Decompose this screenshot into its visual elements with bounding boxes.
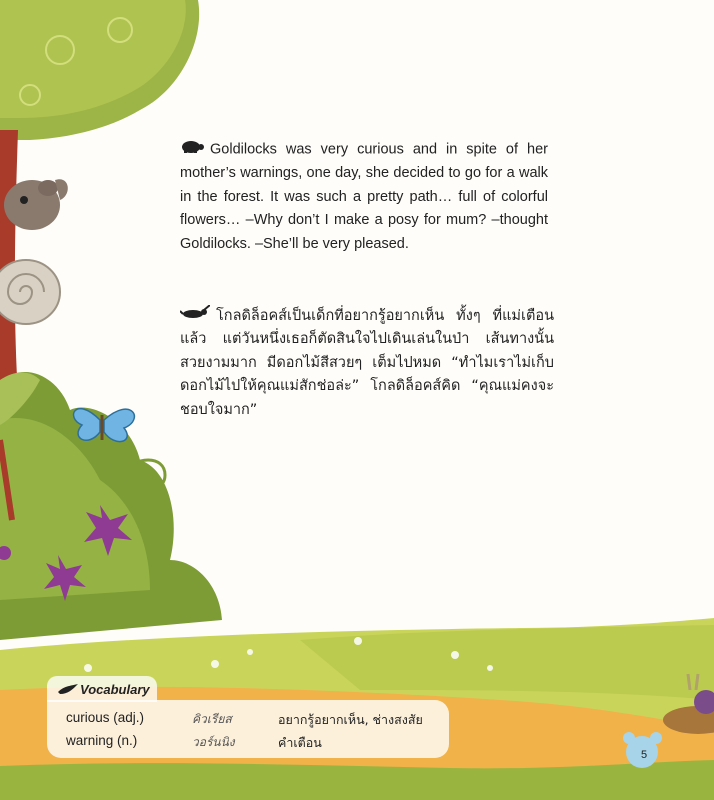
story-text-thai [180,304,554,422]
tree-canopy [0,0,199,140]
turtle-icon [180,138,204,162]
vocabulary-row [66,710,423,730]
squirrel [4,179,68,230]
vocabulary-row [66,733,322,753]
meadow-shade [300,625,714,700]
vocab-pronunciation: คิวเรียส [192,712,232,726]
page-number: 5 [641,749,648,761]
vocab-meaning: อยากรู้อยากเห็น, ช่างสงสัย [278,712,423,727]
bird-icon [58,683,78,701]
thai-paragraph: โกลดิล็อคส์เป็นเด็กที่อยากรู้อยากเห็น ทั้งๆ ที่แม่เตือนแล้ว แต่วันหนึ่งเธอก็ตัดสินใจไปเดินเล่นในป่า เส้นทางนั้นสวยงามมาก มีดอกไม้สีสวยๆ เต็มไปหมด “ทำไมเราไม่เก็บดอกไม้ไปให้คุณแม่สักช่อล่ะ” โกลดิล็อคส์คิด “คุณแม่คงจะชอบใจมาก” [180,307,554,418]
foreground-grass [0,760,714,800]
english-paragraph: Goldilocks was very curious and in spite of her mother’s warnings, one day, she decided to go for a walk in the forest. It was such a pretty path… full of colorful flowers… –Why don’t I make a posy for mum? –thought Goldilocks. –She’ll be very pleased. [180,141,548,252]
rabbit-icon [180,304,210,328]
vocab-word: curious (adj.) [66,710,145,725]
story-text-english [180,138,548,256]
vocab-meaning: คำเตือน [278,735,322,750]
vocab-pronunciation: วอร์นนิง [192,735,235,749]
vocabulary-title: Vocabulary [80,682,150,697]
snail-shell [0,260,60,324]
vocab-word: warning (n.) [66,733,138,748]
